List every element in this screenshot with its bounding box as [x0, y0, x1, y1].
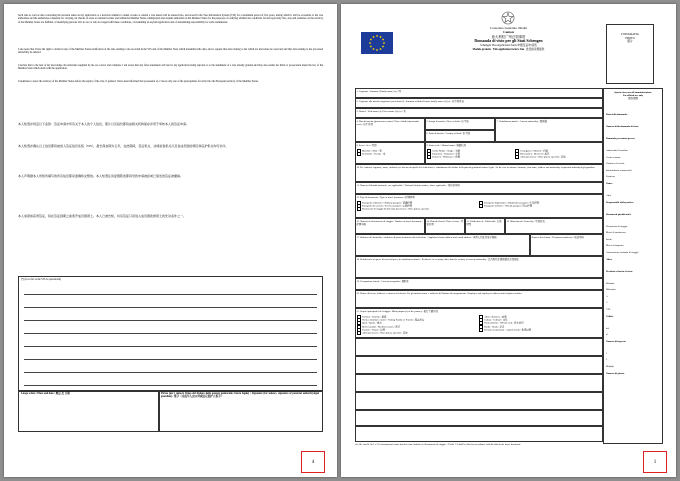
sidebar-entry: Assicurazione sanitaria di viaggio	[606, 251, 639, 254]
form-field[interactable]	[355, 108, 603, 118]
consulate-name-zh: 意大利驻广州总领事馆	[491, 34, 526, 39]
eu-star-icon	[380, 36, 382, 38]
eu-star-icon	[369, 42, 371, 44]
checkbox-label: Passaporto diplomatico / Diplomatic passport / 外交护照	[484, 201, 539, 205]
left-para-1: Such data as well as data concerning the decision taken on my application or a decision whether to annul, revoke or extend a visa issued will be entered into, and stored in the Visa Information System (VIS) for a maximum period of five years, during which it will be accessible to the visa authorities and the authorities competent for carrying out checks on visas at external borders and within the Member States, immigration and asylum authorities in the Member States for the purposes of verifying whether the conditions for the legal entry into, stay and residence on the territory of the Member States are fulfilled, of identifying persons who do not or who no longer fulfil these conditions, of examining an asylum application and of determining responsibility for such examination.	[18, 14, 323, 24]
sidebar-entry: 1	[606, 351, 608, 355]
consulate-name: Consolato Generale d'Italia	[490, 26, 527, 30]
photo-label-en: PHOTO	[625, 36, 635, 40]
form-field[interactable]	[355, 164, 603, 182]
eu-flag-icon	[361, 32, 393, 54]
sidebar-entry: Rilasciato	[606, 288, 616, 292]
sidebar-entry: al	[606, 333, 608, 337]
checkbox-label: Passaporto di servizio / Service passport / 公务护照	[362, 204, 412, 208]
checkbox-label: Cultura / Cultural / 文化	[484, 318, 508, 322]
italian-emblem-icon	[500, 10, 516, 26]
form-field-label: Numero di telefono / Telephone number(s) / 电话号码	[531, 235, 584, 239]
sidebar-entry: 2	[606, 358, 608, 362]
checkbox-label: Separato/a / Separated / 分居	[432, 152, 461, 156]
photo-label: FOTOGRAFIA	[621, 33, 639, 36]
checkbox-label: Altro (precisare) / Other (please specify) / 其他	[362, 331, 408, 335]
eu-star-icon	[373, 36, 375, 38]
sidebar-entry: A	[606, 294, 608, 298]
left-line	[24, 307, 317, 308]
sidebar-entry: Mezzi di trasporto	[606, 244, 624, 248]
sidebar-entry: Domanda presentata presso:	[606, 137, 636, 140]
checkbox-label: Turismo / Tourism / 旅游	[362, 315, 387, 319]
official-sidebar	[603, 88, 663, 444]
checkbox-label: Transito / Transit / 过境	[362, 328, 386, 332]
form-field-label: 19. Occupazione attuale / Current occupation / 现职业	[356, 279, 409, 283]
left-line	[24, 372, 317, 373]
free-note: Modulo gratuito This application form is free 此表格免费提供	[472, 48, 545, 52]
checkbox-icon	[357, 152, 361, 156]
sidebar-entry: Nome:	[606, 182, 613, 185]
checkbox-label: Divorziato/a / Divorced / 离异	[520, 152, 550, 156]
sidebar-entry: Altro:	[606, 257, 613, 261]
left-zh-3: 本人声明据本人所知所填写的所有信息都是准确和完整的。本人知悉任何虚假陈述都将导致申请被拒或已颁发的签证被撤销。	[18, 174, 184, 178]
eu-star-icon	[380, 48, 382, 50]
form-subtitle: Schengen Visa Application form 申根签证申请表	[480, 43, 537, 47]
form-field-label: 11. Numero d'identità nazionale, ove applicabile / National identity number, where applicable / 身份证号码	[356, 183, 460, 187]
form-field-label: 21. Scopo/i principale/i del viaggio / Main purpose(s) of the journey / 旅行主要目的	[356, 309, 438, 313]
checkbox-label: Transito aeroportuale / Airport transit / 机场过境	[484, 328, 532, 332]
consulate-city: Canton	[503, 30, 514, 35]
form-field[interactable]	[355, 182, 603, 194]
checkbox-label: Visita a familiari o amici / Visiting Family or Friends / 探亲访友	[362, 318, 425, 322]
form-field-blank[interactable]	[355, 374, 603, 392]
form-field-label: 20. Datore di lavoro, indirizzo e numero di telefono. Per gli studenti nome e indirizzo dell'istituto di insegnamento / Employer and employer's address and telephone number	[356, 291, 522, 295]
eu-star-icon	[370, 39, 372, 41]
checkbox-icon	[357, 207, 361, 211]
checkbox-icon	[357, 331, 361, 335]
sidebar-entry: Documenti giustificativi:	[606, 212, 632, 216]
form-field[interactable]	[355, 256, 603, 278]
form-field[interactable]	[355, 98, 603, 108]
footnote: (x) Alle caselle da 1 a 3 le informazioni vanno inserite come indicate nel documento di viaggio. / Fields 1-3 shall be filled in accordance with the data in the travel document.	[355, 443, 521, 446]
form-field-label: 5. Luogo di nascita / Place of birth / 出生地	[426, 119, 469, 123]
left-line	[24, 333, 317, 334]
sidebar-entry: Numero di ingressi:	[606, 339, 627, 343]
checkbox-label: Documento di viaggio di altro tipo (precisare) / Other (please specify)	[362, 207, 429, 211]
sidebar-entry: Invito	[606, 237, 612, 241]
form-field-label: 16. Rilasciato da / Issued by / 签发机关	[506, 219, 545, 223]
checkbox-label: Coniugato/a / Married / 已婚	[520, 149, 548, 153]
eu-star-icon	[382, 39, 384, 41]
sidebar-entry: Ambasciata/Consolato	[606, 149, 628, 152]
eu-star-icon	[370, 46, 372, 48]
form-field-blank[interactable]	[355, 426, 603, 442]
form-field[interactable]	[355, 234, 530, 256]
sidebar-entry: C	[606, 301, 608, 305]
sidebar-entry: Mezzi di sussistenza	[606, 231, 626, 235]
official-header: Spazio riservato all'amministrazione For official use only 官方专用	[614, 91, 652, 100]
form-field-label: 9. Stato civile / Marital status / 婚姻状况	[426, 143, 467, 147]
left-zh-2: 本人知悉并确认以上信息都将被录入签证信息系统（VIS），最长保存期为五年，在此期间，签证机关、边境检查机关以及各成员国的移民和庇护机关均可访问。	[18, 144, 229, 148]
eu-star-icon	[382, 46, 384, 48]
left-page	[4, 4, 337, 477]
form-field-label: 15. Valido fino al / Valid until / 有效期至	[466, 219, 502, 226]
checkbox-label: Passaporto ufficiale / Official passport / 因公护照	[484, 204, 533, 208]
left-zh-4: 本人承诺如获得签证，将在签证到期之前离开成员国领土。本人已被告知，持有签证只是进入成员国欧洲领土的先决条件之一。	[18, 214, 187, 218]
form-field-label: 12. Tipo di documento / Type of travel document / 护照种类	[356, 195, 415, 199]
checkbox-label: Maschile / Male / 男	[362, 149, 382, 153]
eu-star-icon	[376, 35, 378, 37]
eu-star-icon	[376, 49, 378, 51]
left-page-number: 4	[301, 451, 325, 473]
sidebar-entry: Data della domanda:	[606, 113, 628, 116]
sidebar-entry: dal	[606, 326, 609, 330]
sidebar-entry: Altro	[606, 194, 612, 197]
checkbox-label: Visita ufficiale / Official visit / 官方访问	[484, 321, 524, 325]
checkbox-option[interactable]	[357, 331, 437, 335]
sidebar-entry: Decisione relativa al visto:	[606, 269, 633, 273]
signature-box	[158, 390, 323, 432]
checkbox-icon	[515, 155, 519, 159]
sidebar-entry: Rifiutato	[606, 281, 615, 285]
left-line	[24, 320, 317, 321]
form-field-blank[interactable]	[355, 410, 603, 426]
form-field-label: 4. Data di nascita (giorno-mese-anno) / Date of birth (day-month-year) / 出生日期	[356, 119, 420, 126]
form-field-label: 1. Cognome / Surname (Family name) (x) / 姓	[356, 89, 401, 93]
left-para-3: I declare that to the best of my knowledge all particulars supplied by me are correct and complete. I am aware that any false statements will lead to my application being rejected or to the annulment of a visa already granted and may also render me liable to prosecution under the law of the Member State which deals with the application.	[18, 64, 323, 71]
left-line	[24, 294, 317, 295]
sidebar-entry: Numero di giorni:	[606, 371, 625, 375]
form-field-label: 13. Numero del documento di viaggio / Number of travel document / 护照号码	[356, 219, 423, 226]
sidebar-entry: Numero della domanda di visto:	[606, 125, 639, 128]
form-field[interactable]	[355, 118, 425, 142]
form-field-blank[interactable]	[355, 338, 603, 356]
checkbox-icon	[427, 155, 431, 159]
checkbox-label: Vedovo/a / Widow(er) / 丧偶	[432, 155, 460, 159]
form-field[interactable]	[355, 88, 603, 98]
sidebar-entry: Intermediario commerciale	[606, 168, 632, 172]
checkbox-label: Motivi sanitari / Medical reasons / 医疗	[362, 325, 401, 329]
form-field-label: 17. Indirizzo del domicilio e indirizzo di posta elettronica del richiedente / Applicant's home address and e-mail address / 申请人住址及电子邮箱	[356, 235, 497, 239]
form-field[interactable]	[505, 218, 603, 234]
left-marker: (*) (in so far as the VIS is operational)	[21, 278, 62, 281]
form-field[interactable]	[355, 218, 425, 234]
eu-star-icon	[383, 42, 385, 44]
form-field-label: 2. Cognome alla nascita (cognome/i precedente/i) / Surname at birth (Former family name (s)) (x) / 出生时姓氏	[356, 99, 464, 103]
sidebar-entry: Documento di viaggio	[606, 224, 628, 228]
sidebar-entry: Frontiera	[606, 175, 615, 179]
sidebar-entry: Valido:	[606, 314, 614, 318]
form-field-blank[interactable]	[355, 392, 603, 410]
form-field-label: 3. Nome/i / First name (s) (Given name (s)) (x) / 名	[356, 109, 406, 113]
left-para-2: I am aware that I have the right to obtain in any of the Member States notification of the data relating to me recorded in the VIS and of the Member State which transmitted the data, and to request that data relating to me which are inaccurate be corrected and that data relating to me processed unlawfully be deleted.	[18, 48, 323, 55]
form-field[interactable]	[425, 118, 495, 130]
eu-star-icon	[373, 48, 375, 50]
form-field-label: 6. Stato di nascita / Country of birth / 出生国	[426, 131, 470, 135]
sidebar-entry: Responsabile della pratica:	[606, 200, 634, 204]
photo-label-zh: 照片	[627, 40, 633, 44]
form-field-label: 8. Sesso / Sex / 性别	[356, 143, 377, 147]
form-field[interactable]	[530, 234, 603, 256]
form-field-blank[interactable]	[355, 356, 603, 374]
checkbox-label: Celibe/Nubile / Single / 未婚	[432, 149, 461, 153]
checkbox-label: Sport / Sports / 体育	[362, 321, 382, 325]
form-field[interactable]	[355, 278, 603, 290]
place-date-label: Luogo e data / Place and date / 地点 及 日期	[21, 392, 70, 395]
form-field-label: 14. Data di rilascio / Date of issue / 签发日期	[426, 219, 464, 226]
left-para-4: I undertake to leave the territory of the Member States before the expiry of the visa, if granted. I have been informed that possession of a visa is only one of the prerequisites for entry into the European territory of the Member States.	[18, 80, 259, 83]
photo-box	[606, 24, 654, 84]
form-field[interactable]	[425, 130, 495, 142]
sidebar-entry: Multipli	[606, 365, 614, 368]
checkbox-label: Studio / Study / 学习	[484, 325, 505, 329]
form-field[interactable]	[355, 290, 603, 308]
form-field-label: 18. Residenza in un paese diverso dal paese di cittadinanza attuale / Residence in a country other than the country of current nationality / 是否居住在现国籍以外的国家	[356, 257, 519, 261]
right-page-number: 1	[643, 451, 667, 473]
checkbox-option[interactable]	[479, 328, 559, 332]
form-field-label: 7. Cittadinanza attuale / Current nationality / 现国籍	[496, 119, 547, 123]
header-block	[421, 26, 596, 52]
right-page	[341, 4, 676, 477]
form-field-label: 10. Per i minori: cognome, nome, indirizzo (se diverso da quello del richiedente) e cittadinanza del titolare della potestà genitoriale/tutore legale / In the case of minors: Surname, first name, address and nationality of parental authority/legal guardian	[356, 165, 595, 169]
checkbox-label: Femminile / Female / 女	[362, 152, 386, 156]
form-title: Domanda di visto per gli Stati Schengen	[474, 38, 543, 44]
checkbox-label: Passaporto ordinario / Ordinary passport / 普通护照	[362, 201, 413, 205]
checkbox-label: Affari / Business / 商务	[484, 315, 507, 319]
form-field[interactable]	[425, 218, 465, 234]
left-line	[24, 385, 317, 386]
left-zh-1: 本人知悉并同意以下条款：签证申请中所有关于本人的个人信息，照片以及指纹都将由相关机构保存并用于审核本人的签证申请。	[18, 122, 190, 126]
left-line	[24, 359, 317, 360]
sidebar-entry: VTL	[606, 308, 611, 311]
place-date-box	[18, 390, 160, 432]
form-field[interactable]	[465, 218, 505, 234]
left-line	[24, 346, 317, 347]
checkbox-icon	[479, 204, 483, 208]
sidebar-entry: Fornitore di servizi	[606, 162, 625, 166]
checkbox-label: Altro (precisare) / Other (please specify) / 其他	[520, 155, 566, 159]
sidebar-entry: Centro comune	[606, 155, 621, 159]
form-field[interactable]	[495, 118, 603, 142]
signature-label: Firma (per i minori, firma del titolare della potestà genitoriale /tutore legale) / Signature (for minors, signature of parental authority/legal guardian) / 签字（未成年人由父母或法定监护人签字）	[161, 392, 319, 399]
checkbox-icon	[479, 328, 483, 332]
